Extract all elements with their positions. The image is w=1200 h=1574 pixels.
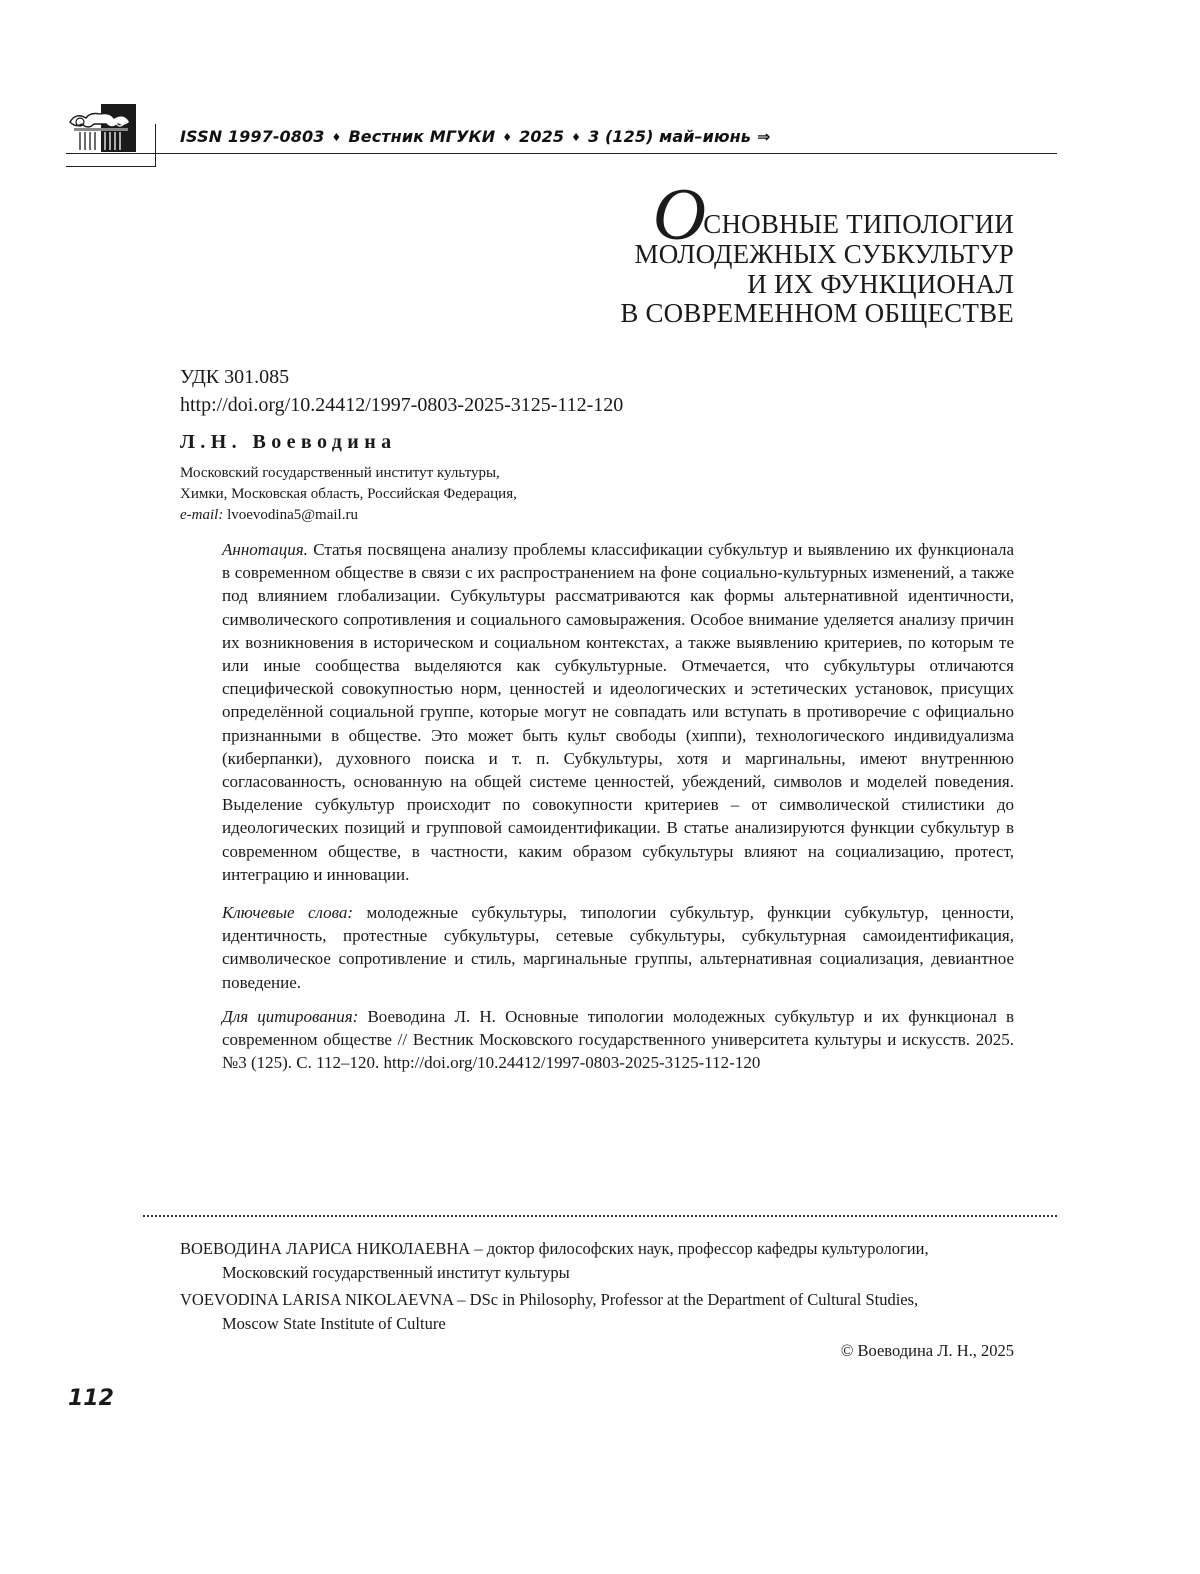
issue: 3 (125) май–июнь <box>588 127 751 146</box>
bio-line: ВОЕВОДИНА ЛАРИСА НИКОЛАЕВНА – доктор философских наук, профессор кафедры культурологии, <box>180 1239 929 1258</box>
title-drop-cap: О <box>652 174 707 256</box>
separator-icon: ♦ <box>571 131 582 144</box>
citation-label: Для цитирования: <box>222 1007 359 1026</box>
udk-code: УДК 301.085 <box>180 366 290 388</box>
keywords-text: молодежные субкультуры, типологии субкультур, функции субкультур, ценности, идентичность, протестные субкультуры, сетевые субкультуры, субкультурная самоидентификация, символическое сопротивление и стиль, маргинальные группы, альтернативная социализация, девиантное поведение. <box>222 903 1014 992</box>
keywords-label: Ключевые слова: <box>222 903 354 922</box>
header-box-line <box>66 166 156 167</box>
journal-name: Вестник МГУКИ <box>348 127 496 146</box>
title-line: МОЛОДЕЖНЫХ СУБКУЛЬТУР <box>634 239 1014 269</box>
author-bio-ru <box>180 1237 1016 1284</box>
title-line: В СОВРЕМЕННОМ ОБЩЕСТВЕ <box>620 298 1014 328</box>
title-line: СНОВНЫЕ ТИПОЛОГИИ <box>703 209 1014 239</box>
journal-logo-icon <box>66 104 136 152</box>
bio-line: Moscow State Institute of Culture <box>222 1313 446 1333</box>
abstract-label: Аннотация. <box>222 540 308 559</box>
doi-link[interactable]: http://doi.org/10.24412/1997-0803-2025-3125-112-120 <box>180 394 624 416</box>
author-name: Л.Н. Воеводина <box>180 431 397 453</box>
email-label: e-mail: <box>180 507 224 523</box>
copyright: © Воеводина Л. Н., 2025 <box>840 1341 1014 1360</box>
affiliation-line: Московский государственный институт культуры, <box>180 465 500 481</box>
year: 2025 <box>519 127 565 146</box>
separator-icon: ♦ <box>331 131 342 144</box>
author-bio-en <box>180 1288 1016 1335</box>
page-number: 112 <box>68 1386 114 1411</box>
header-rule <box>66 153 1057 154</box>
bio-line: Московский государственный институт культуры <box>222 1262 570 1282</box>
affiliation-line: Химки, Московская область, Российская Федерация, <box>180 486 517 502</box>
header-box-line <box>155 124 156 166</box>
running-header <box>180 127 771 146</box>
citation-text: Воеводина Л. Н. Основные типологии молодежных субкультур и их функционал в современном обществе // Вестник Московского государственного университета культуры и искусств. 2025. №3 (125). С. 112–120. http://doi.org/10.24412/1997-0803-2025-3125-112-120 <box>222 1007 1015 1073</box>
title-line: И ИХ ФУНКЦИОНАЛ <box>747 268 1014 299</box>
bio-line: VOEVODINA LARISA NIKOLAEVNA – DSc in Philosophy, Professor at the Department of Cultural Studies, <box>180 1290 919 1309</box>
footnote-divider <box>143 1215 1057 1217</box>
abstract-text: Статья посвящена анализу проблемы классификации субкультур и выявлению их функционала в современном обществе в связи с их распространением на фоне социально-культурных изменений, а также под влиянием глобализации. Субкультуры рассматриваются как формы альтернативной идентичности, символического сопротивления и социального самовыражения. Особое внимание уделяется анализу причин их возникновения в историческом и социальном контекстах, а также выявлению критериев, по которым те или иные сообщества выделяются как субкультурные. Отмечается, что субкультуры отличаются специфической совокупностью норм, ценностей и идеологических и эстетических установок, присущих определённой социальной группе, которые могут не совпадать или вступать в противоречие с официально признанными в обществе. Это может быть культ свободы (хиппи), технологического индивидуализма (киберпанки), духовного поиска и т. п. Субкультуры, хотя и маргинальны, имеют внутреннюю согласованность, основанную на общей системе ценностей, убеждений, символов и моделей поведения. Выделение субкультур происходит по совокупности критериев – от символической стилистики до идеологических позиций и групповой самоидентификации. В статье анализируются функции субкультур в современном обществе, в частности, каким образом субкультуры влияют на социализацию, протест, интеграцию и инновации. <box>222 540 1014 884</box>
article-title <box>620 174 1014 329</box>
issn: ISSN 1997-0803 <box>180 127 325 146</box>
citation <box>222 1005 1014 1075</box>
affiliation <box>180 463 517 526</box>
abstract <box>222 538 1014 886</box>
keywords <box>222 901 1014 994</box>
email-link[interactable]: lvoevodina5@mail.ru <box>227 507 358 523</box>
arrow-right-icon: ⇒ <box>757 127 771 146</box>
separator-icon: ♦ <box>502 131 513 144</box>
